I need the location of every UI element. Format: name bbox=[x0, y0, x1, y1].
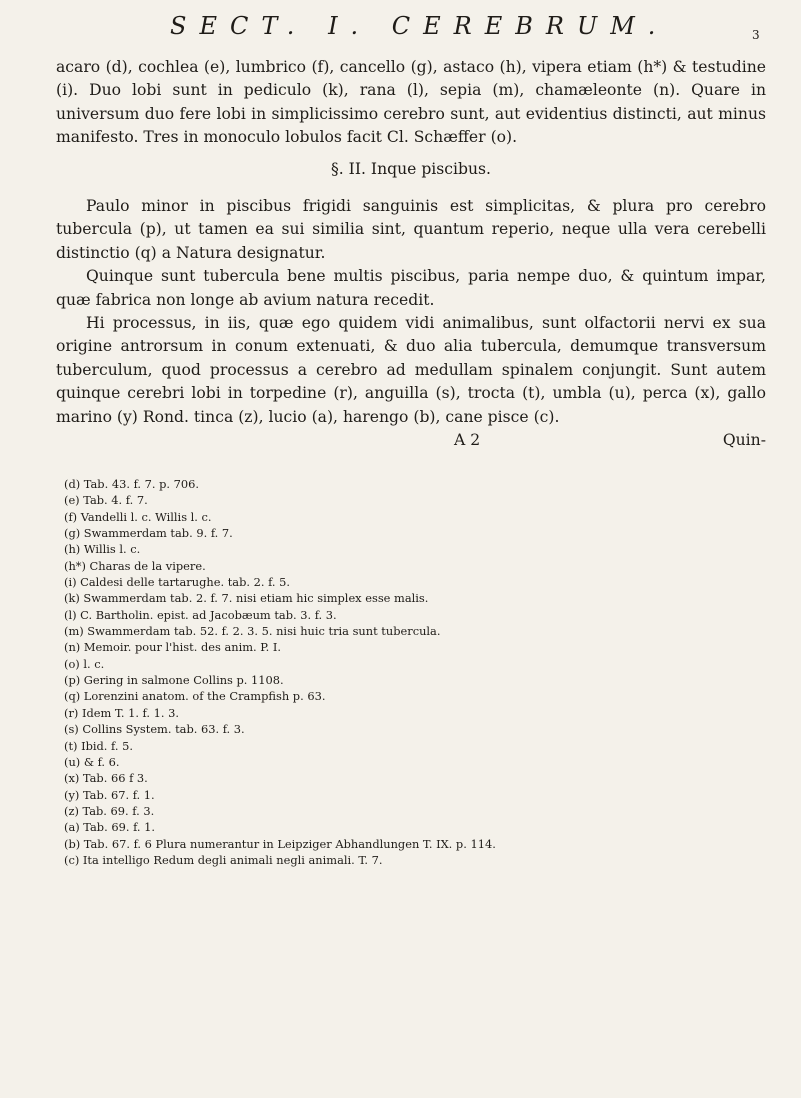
footnote: (i) Caldesi delle tartarughe. tab. 2. f. 5. bbox=[64, 575, 291, 590]
main-text bbox=[56, 56, 766, 453]
footnote: (s) Collins System. tab. 63. f. 3. bbox=[64, 722, 245, 737]
footnote: (d) Tab. 43. f. 7. p. 706. bbox=[64, 477, 200, 491]
footnote: (e) Tab. 4. f. 7. bbox=[64, 493, 148, 508]
footnote: (b) Tab. 67. f. 6 Plura numerantur in Leipziger Abhandlungen T. IX. p. 114. bbox=[64, 836, 496, 851]
footnote: (n) Memoir. pour l'hist. des anim. P. I. bbox=[64, 640, 281, 655]
catchword: Quin- bbox=[722, 431, 766, 450]
footnote: (y) Tab. 67. f. 1. bbox=[64, 787, 155, 802]
footnote: (a) Tab. 69. f. 1. bbox=[64, 820, 155, 835]
running-title: SECT. I. CEREBRUM. bbox=[170, 12, 669, 40]
paragraph: acaro (d), cochlea (e), lumbrico (f), cancello (g), astaco (h), vipera etiam (h*) & testudine (i). Duo lobi sunt in pediculo (k), rana (l), sepia (m), chamæleonte (n). Quare in universum duo fere lobi in simplicissimo cerebro sunt, aut evidentius distincti, aut minus manifesto. Tres in monoculo lobulos facit Cl. Schæffer (o). bbox=[56, 58, 766, 147]
footnote: (h*) Charas de la vipere. bbox=[64, 558, 206, 573]
footnote: (x) Tab. 66 f 3. bbox=[64, 771, 148, 786]
footnote: (m) Swammerdam tab. 52. f. 2. 3. 5. nisi huic tria sunt tubercula. bbox=[64, 624, 441, 639]
footnote: (f) Vandelli l. c. Willis l. c. bbox=[64, 509, 212, 524]
footnote: (c) Ita intelligo Redum degli animali negli animali. T. 7. bbox=[64, 852, 383, 867]
footnote: (p) Gering in salmone Collins p. 1108. bbox=[64, 673, 284, 688]
footnote: (q) Lorenzini anatom. of the Crampfish p. 63. bbox=[64, 689, 326, 704]
paragraph: Paulo minor in piscibus frigidi sanguinis est simplicitas, & plura pro cerebro tubercula (p), ut tamen ea sui similia sint, quantum reperio, neque ulla vera cerebelli distinctio (q) a Natura designatur. bbox=[56, 197, 766, 262]
footnote: (k) Swammerdam tab. 2. f. 7. nisi etiam hic simplex esse malis. bbox=[64, 591, 429, 606]
paragraph: Hi processus, in iis, quæ ego quidem vidi animalibus, sunt olfactorii nervi ex sua origine antrorsum in conum extenuati, & duo alia tubercula, demumque transversum tuberculum, quod processus a cerebro ad medullam spinalem conjungit. Sunt autem quinque cerebri lobi in torpedine (r), anguilla (s), trocta (t), umbla (u), perca (x), gallo marino (y) Rond. tinca (z), lucio (a), harengo (b), cane pisce (c). bbox=[56, 314, 766, 426]
footnote: (z) Tab. 69. f. 3. bbox=[64, 803, 155, 818]
footnote: (t) Ibid. f. 5. bbox=[64, 738, 133, 753]
footnote: (r) Idem T. 1. f. 1. 3. bbox=[64, 705, 179, 720]
footnote: (h) Willis l. c. bbox=[64, 542, 141, 557]
footnote: (o) l. c. bbox=[64, 656, 105, 671]
footnote: (l) C. Bartholin. epist. ad Jacobæum tab. 3. f. 3. bbox=[64, 607, 337, 622]
footnote: (g) Swammerdam tab. 9. f. 7. bbox=[64, 526, 233, 541]
footnote: (u) & f. 6. bbox=[64, 754, 120, 769]
catchword-line bbox=[56, 429, 766, 452]
paragraph: Quinque sunt tubercula bene multis piscibus, paria nempe duo, & quintum impar, quæ fabrica non longe ab avium natura recedit. bbox=[56, 267, 766, 309]
signature-a2: A 2 bbox=[454, 431, 481, 450]
section-title: §. II. Inque piscibus. bbox=[330, 159, 492, 178]
footnotes bbox=[64, 476, 764, 868]
signature-mark: 3 bbox=[752, 28, 760, 42]
